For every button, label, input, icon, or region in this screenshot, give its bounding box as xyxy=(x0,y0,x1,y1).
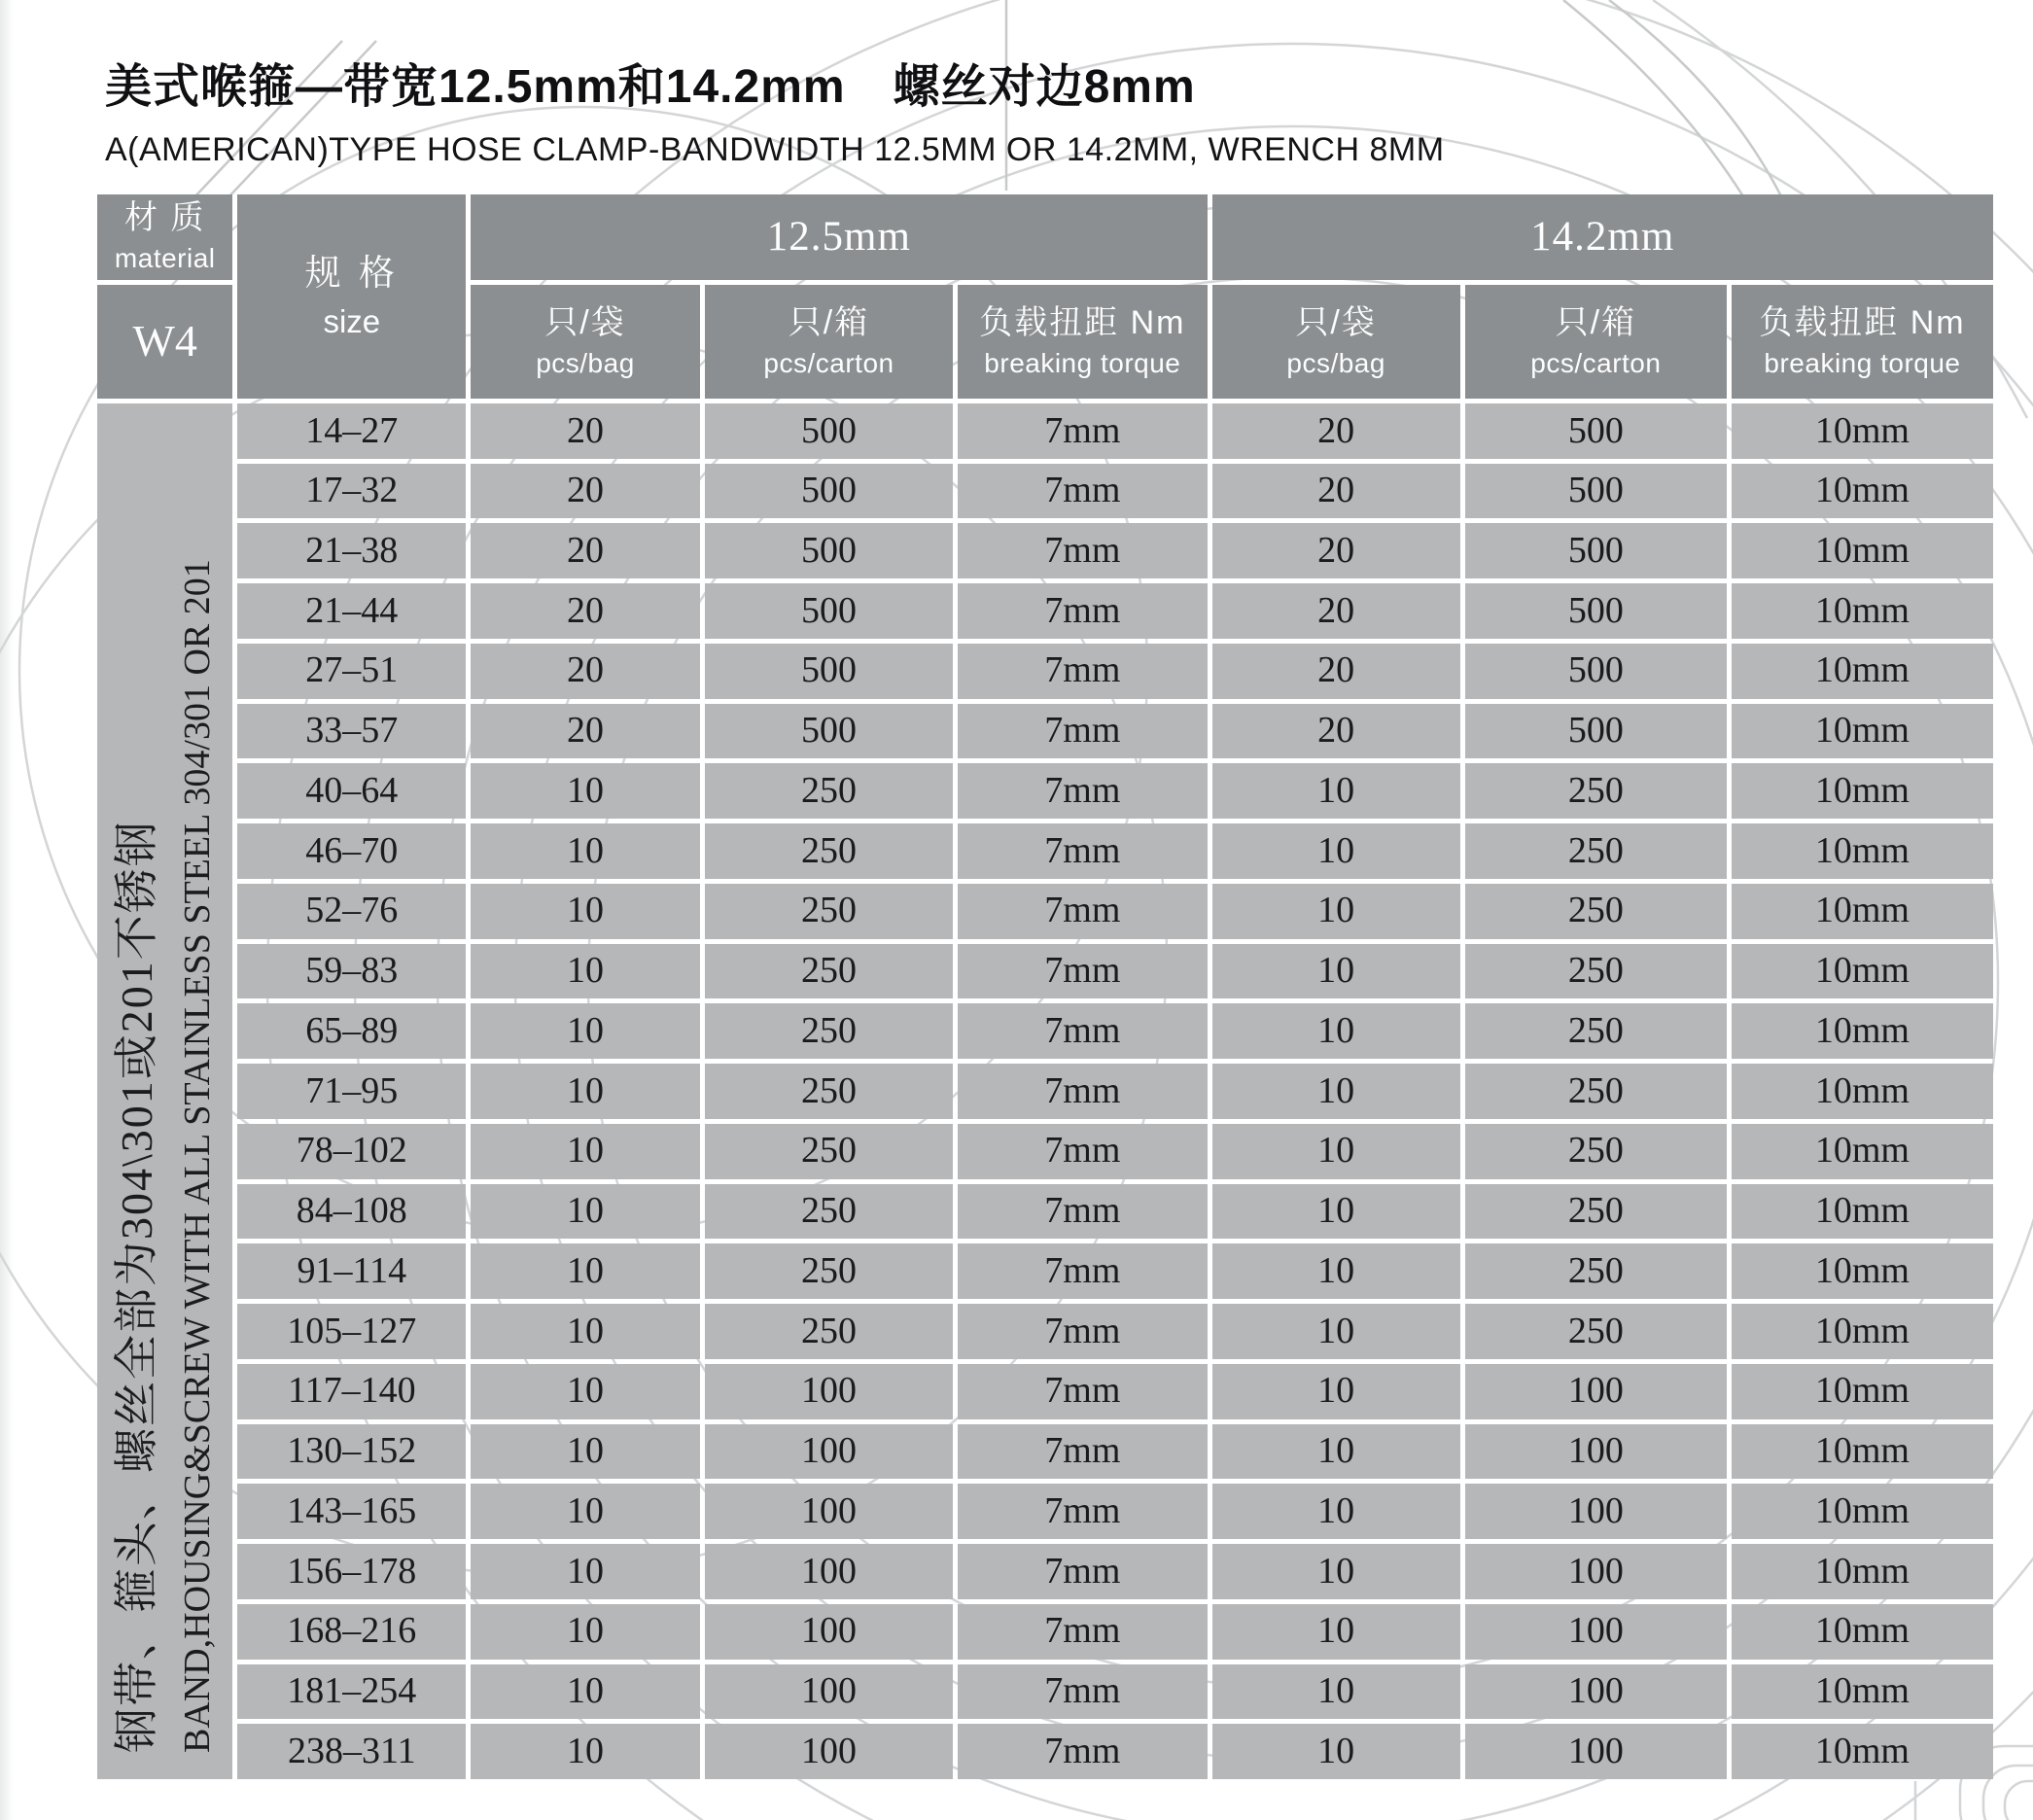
torque-14.2-cell: 10mm xyxy=(1732,583,1993,639)
bag-12.5-cell: 20 xyxy=(471,403,700,459)
carton-12.5-cell: 500 xyxy=(705,523,953,578)
torque-14.2-cell: 10mm xyxy=(1732,1184,1993,1240)
bag-12.5-cell: 10 xyxy=(471,1364,700,1419)
material-code-cell xyxy=(97,285,232,399)
bag-14.2-cell: 10 xyxy=(1212,1724,1460,1779)
bag-12.5-cell: 20 xyxy=(471,644,700,699)
page-header xyxy=(105,49,1445,169)
bag-12.5-cell: 20 xyxy=(471,464,700,519)
torque-14.2-cell: 10mm xyxy=(1732,1243,1993,1299)
size-cell: 40–64 xyxy=(237,763,466,819)
size-cell: 117–140 xyxy=(237,1364,466,1419)
torque-14.2-cell: 10mm xyxy=(1732,403,1993,459)
torque-14.2-cell: 10mm xyxy=(1732,823,1993,879)
bag-14.2-cell: 10 xyxy=(1212,1064,1460,1119)
carton-14.2-cell: 500 xyxy=(1465,583,1727,639)
size-cell: 14–27 xyxy=(237,403,466,459)
bag-14.2-cell: 10 xyxy=(1212,1304,1460,1359)
size-cell: 21–38 xyxy=(237,523,466,578)
torque-14.2-cell: 10mm xyxy=(1732,1304,1993,1359)
carton-14.2-cell: 100 xyxy=(1465,1664,1727,1720)
carton-12.5-cell: 250 xyxy=(705,1243,953,1299)
torque-12.5-cell: 7mm xyxy=(958,884,1207,939)
subheader-bag-12.5: 只/袋 pcs/bag xyxy=(471,285,700,399)
carton-14.2-cell: 500 xyxy=(1465,704,1727,759)
torque-12.5-cell: 7mm xyxy=(958,644,1207,699)
torque-14.2-cell: 10mm xyxy=(1732,944,1993,999)
subheader-carton-14.2: 只/箱 pcs/carton xyxy=(1465,285,1727,399)
size-cell: 33–57 xyxy=(237,704,466,759)
torque-14.2-cell: 10mm xyxy=(1732,1664,1993,1720)
subheader-torque-14.2: 负载扭距 Nm breaking torque xyxy=(1732,285,1993,399)
carton-12.5-cell: 250 xyxy=(705,823,953,879)
material-note-rotated xyxy=(96,415,234,1768)
material-header-cell xyxy=(97,194,232,280)
size-cell: 21–44 xyxy=(237,583,466,639)
carton-14.2-cell: 100 xyxy=(1465,1424,1727,1480)
bag-14.2-cell: 10 xyxy=(1212,1124,1460,1179)
carton-12.5-cell: 100 xyxy=(705,1664,953,1720)
size-cell: 71–95 xyxy=(237,1064,466,1119)
carton-12.5-cell: 250 xyxy=(705,1184,953,1240)
bag-14.2-cell: 10 xyxy=(1212,1484,1460,1539)
bag-14.2-cell: 20 xyxy=(1212,403,1460,459)
material-note-en: BAND,HOUSING&SCREW WITH ALL STAINLESS STEEL 304/301 OR 201 xyxy=(176,558,218,1753)
size-cell: 143–165 xyxy=(237,1484,466,1539)
size-cell: 17–32 xyxy=(237,464,466,519)
torque-12.5-cell: 7mm xyxy=(958,403,1207,459)
carton-14.2-cell: 500 xyxy=(1465,523,1727,578)
group-header-14.2mm: 14.2mm xyxy=(1212,194,1993,280)
bag-12.5-cell: 10 xyxy=(471,1003,700,1059)
torque-14.2-cell: 10mm xyxy=(1732,644,1993,699)
material-note-zh: 钢带、箍头、螺丝全部为304\301或201不锈钢 xyxy=(111,819,161,1753)
carton-14.2-cell: 100 xyxy=(1465,1364,1727,1419)
torque-14.2-cell: 10mm xyxy=(1732,1724,1993,1779)
bag-14.2-cell: 10 xyxy=(1212,884,1460,939)
bag-12.5-cell: 10 xyxy=(471,1484,700,1539)
subheader-carton-12.5: 只/箱 pcs/carton xyxy=(705,285,953,399)
carton-14.2-cell: 250 xyxy=(1465,884,1727,939)
bag-14.2-cell: 20 xyxy=(1212,583,1460,639)
size-cell: 78–102 xyxy=(237,1124,466,1179)
bag-14.2-cell: 10 xyxy=(1212,1243,1460,1299)
torque-14.2-cell: 10mm xyxy=(1732,464,1993,519)
bag-12.5-cell: 10 xyxy=(471,823,700,879)
size-cell: 238–311 xyxy=(237,1724,466,1779)
carton-12.5-cell: 500 xyxy=(705,583,953,639)
bag-14.2-cell: 10 xyxy=(1212,763,1460,819)
torque-12.5-cell: 7mm xyxy=(958,464,1207,519)
size-cell: 105–127 xyxy=(237,1304,466,1359)
carton-12.5-cell: 500 xyxy=(705,704,953,759)
torque-14.2-cell: 10mm xyxy=(1732,1544,1993,1599)
torque-14.2-cell: 10mm xyxy=(1732,1003,1993,1059)
torque-14.2-cell: 10mm xyxy=(1732,1484,1993,1539)
bag-12.5-cell: 10 xyxy=(471,1664,700,1720)
carton-14.2-cell: 250 xyxy=(1465,1003,1727,1059)
bag-12.5-cell: 10 xyxy=(471,1243,700,1299)
torque-12.5-cell: 7mm xyxy=(958,1544,1207,1599)
torque-12.5-cell: 7mm xyxy=(958,704,1207,759)
subheader-bag-14.2: 只/袋 pcs/bag xyxy=(1212,285,1460,399)
material-header-en: material xyxy=(114,243,216,274)
carton-14.2-cell: 100 xyxy=(1465,1544,1727,1599)
bag-14.2-cell: 20 xyxy=(1212,644,1460,699)
bag-12.5-cell: 20 xyxy=(471,583,700,639)
torque-14.2-cell: 10mm xyxy=(1732,1124,1993,1179)
torque-14.2-cell: 10mm xyxy=(1732,1364,1993,1419)
torque-12.5-cell: 7mm xyxy=(958,1484,1207,1539)
carton-12.5-cell: 250 xyxy=(705,1003,953,1059)
torque-12.5-cell: 7mm xyxy=(958,1424,1207,1480)
material-note-cell xyxy=(97,403,232,1779)
torque-12.5-cell: 7mm xyxy=(958,1003,1207,1059)
torque-12.5-cell: 7mm xyxy=(958,1604,1207,1660)
bag-14.2-cell: 10 xyxy=(1212,1664,1460,1720)
torque-12.5-cell: 7mm xyxy=(958,1184,1207,1240)
page-title-en: A(AMERICAN)TYPE HOSE CLAMP-BANDWIDTH 12.5MM OR 14.2MM, WRENCH 8MM xyxy=(105,131,1445,168)
size-cell: 156–178 xyxy=(237,1544,466,1599)
torque-14.2-cell: 10mm xyxy=(1732,704,1993,759)
carton-14.2-cell: 100 xyxy=(1465,1604,1727,1660)
bag-14.2-cell: 10 xyxy=(1212,1184,1460,1240)
torque-12.5-cell: 7mm xyxy=(958,1243,1207,1299)
subheader-torque-12.5: 负载扭距 Nm breaking torque xyxy=(958,285,1207,399)
bag-12.5-cell: 10 xyxy=(471,763,700,819)
bag-12.5-cell: 10 xyxy=(471,1424,700,1480)
carton-12.5-cell: 100 xyxy=(705,1364,953,1419)
bag-14.2-cell: 10 xyxy=(1212,823,1460,879)
torque-12.5-cell: 7mm xyxy=(958,763,1207,819)
carton-12.5-cell: 250 xyxy=(705,944,953,999)
group-header-12.5mm: 12.5mm xyxy=(471,194,1207,280)
bag-14.2-cell: 10 xyxy=(1212,1003,1460,1059)
bag-12.5-cell: 10 xyxy=(471,1604,700,1660)
size-cell: 46–70 xyxy=(237,823,466,879)
size-header-zh: 规 格 xyxy=(304,252,399,293)
carton-14.2-cell: 250 xyxy=(1465,1184,1727,1240)
carton-14.2-cell: 100 xyxy=(1465,1484,1727,1539)
carton-12.5-cell: 250 xyxy=(705,1064,953,1119)
torque-12.5-cell: 7mm xyxy=(958,944,1207,999)
torque-12.5-cell: 7mm xyxy=(958,583,1207,639)
size-cell: 59–83 xyxy=(237,944,466,999)
bag-12.5-cell: 10 xyxy=(471,1184,700,1240)
carton-14.2-cell: 500 xyxy=(1465,464,1727,519)
carton-14.2-cell: 250 xyxy=(1465,944,1727,999)
carton-14.2-cell: 250 xyxy=(1465,1064,1727,1119)
torque-14.2-cell: 10mm xyxy=(1732,1604,1993,1660)
carton-12.5-cell: 250 xyxy=(705,1124,953,1179)
torque-12.5-cell: 7mm xyxy=(958,1064,1207,1119)
torque-14.2-cell: 10mm xyxy=(1732,884,1993,939)
bag-14.2-cell: 20 xyxy=(1212,523,1460,578)
carton-12.5-cell: 500 xyxy=(705,464,953,519)
carton-12.5-cell: 500 xyxy=(705,403,953,459)
carton-14.2-cell: 250 xyxy=(1465,1124,1727,1179)
size-header-en: size xyxy=(323,303,381,340)
size-cell: 91–114 xyxy=(237,1243,466,1299)
bag-12.5-cell: 10 xyxy=(471,1064,700,1119)
carton-14.2-cell: 250 xyxy=(1465,763,1727,819)
bag-14.2-cell: 10 xyxy=(1212,1604,1460,1660)
bag-14.2-cell: 20 xyxy=(1212,704,1460,759)
carton-14.2-cell: 500 xyxy=(1465,644,1727,699)
bag-14.2-cell: 10 xyxy=(1212,1364,1460,1419)
material-header-zh: 材 质 xyxy=(123,199,206,237)
torque-12.5-cell: 7mm xyxy=(958,523,1207,578)
carton-12.5-cell: 250 xyxy=(705,1304,953,1359)
size-cell: 181–254 xyxy=(237,1664,466,1720)
carton-12.5-cell: 250 xyxy=(705,763,953,819)
carton-12.5-cell: 500 xyxy=(705,644,953,699)
carton-14.2-cell: 250 xyxy=(1465,1304,1727,1359)
carton-14.2-cell: 250 xyxy=(1465,1243,1727,1299)
bag-14.2-cell: 20 xyxy=(1212,464,1460,519)
spec-table xyxy=(97,194,1993,1779)
torque-12.5-cell: 7mm xyxy=(958,1124,1207,1179)
size-cell: 84–108 xyxy=(237,1184,466,1240)
carton-14.2-cell: 500 xyxy=(1465,403,1727,459)
bag-12.5-cell: 20 xyxy=(471,704,700,759)
torque-12.5-cell: 7mm xyxy=(958,1664,1207,1720)
bag-14.2-cell: 10 xyxy=(1212,1544,1460,1599)
size-cell: 130–152 xyxy=(237,1424,466,1480)
page-title-zh: 美式喉箍—带宽12.5mm和14.2mm 螺丝对边8mm xyxy=(105,61,1196,113)
torque-14.2-cell: 10mm xyxy=(1732,1064,1993,1119)
carton-12.5-cell: 100 xyxy=(705,1604,953,1660)
carton-12.5-cell: 100 xyxy=(705,1544,953,1599)
bag-12.5-cell: 10 xyxy=(471,1544,700,1599)
carton-12.5-cell: 250 xyxy=(705,884,953,939)
bag-12.5-cell: 10 xyxy=(471,944,700,999)
bag-12.5-cell: 10 xyxy=(471,884,700,939)
bag-12.5-cell: 10 xyxy=(471,1124,700,1179)
carton-12.5-cell: 100 xyxy=(705,1724,953,1779)
carton-12.5-cell: 100 xyxy=(705,1484,953,1539)
torque-12.5-cell: 7mm xyxy=(958,1364,1207,1419)
bag-14.2-cell: 10 xyxy=(1212,944,1460,999)
torque-12.5-cell: 7mm xyxy=(958,1724,1207,1779)
torque-14.2-cell: 10mm xyxy=(1732,1424,1993,1480)
bag-12.5-cell: 20 xyxy=(471,523,700,578)
torque-14.2-cell: 10mm xyxy=(1732,763,1993,819)
material-code: W4 xyxy=(132,316,197,367)
torque-12.5-cell: 7mm xyxy=(958,823,1207,879)
carton-12.5-cell: 100 xyxy=(705,1424,953,1480)
carton-14.2-cell: 250 xyxy=(1465,823,1727,879)
bag-14.2-cell: 10 xyxy=(1212,1424,1460,1480)
bag-12.5-cell: 10 xyxy=(471,1724,700,1779)
bag-12.5-cell: 10 xyxy=(471,1304,700,1359)
size-cell: 65–89 xyxy=(237,1003,466,1059)
size-cell: 168–216 xyxy=(237,1604,466,1660)
size-header-cell xyxy=(237,194,466,399)
torque-14.2-cell: 10mm xyxy=(1732,523,1993,578)
size-cell: 52–76 xyxy=(237,884,466,939)
torque-12.5-cell: 7mm xyxy=(958,1304,1207,1359)
size-cell: 27–51 xyxy=(237,644,466,699)
carton-14.2-cell: 100 xyxy=(1465,1724,1727,1779)
